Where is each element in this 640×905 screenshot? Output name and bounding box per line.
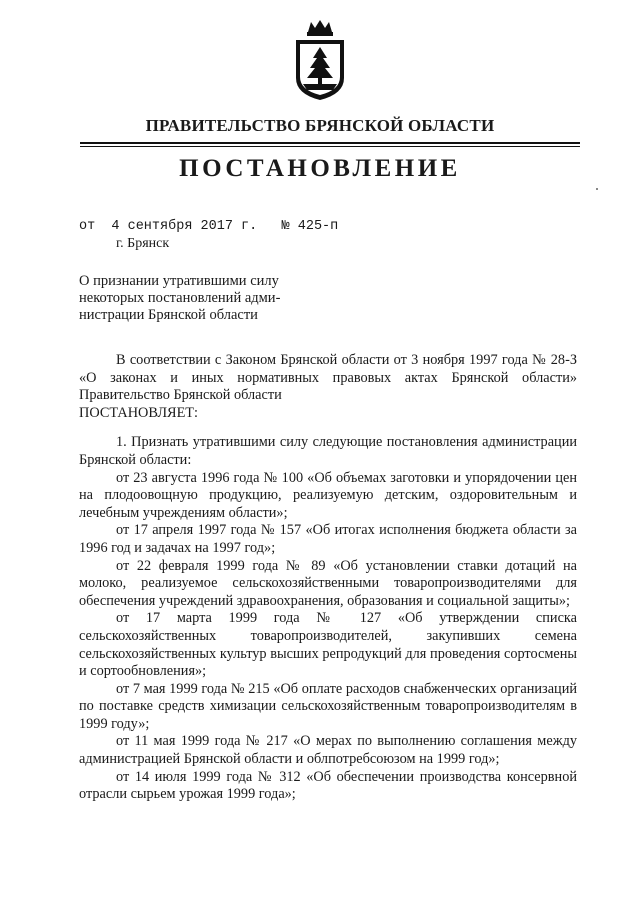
header-rule-thin — [80, 146, 580, 147]
scan-dot — [596, 188, 598, 190]
subject-line: некоторых постановлений адми- — [79, 290, 281, 306]
document-date: 4 сентября 2017 г. — [111, 219, 258, 234]
resolves-heading: ПОСТАНОВЛЯЕТ: — [79, 404, 199, 421]
document-body — [79, 352, 577, 804]
repealed-entry: от 17 марта 1999 года № 127 «Об утверждении списка сельскохозяйственных товаропроизводителей, закупивших семена сельскохозяйственных культур высших репродукций для проведения сортосмены и сортообновления»; — [79, 610, 577, 680]
repealed-entry: от 7 мая 1999 года № 215 «Об оплате расходов снабженческих организаций по поставке средств химизации сельскохозяйственным товаропроизводителям в 1999 году»; — [79, 680, 577, 732]
document-city: г. Брянск — [116, 236, 170, 251]
document-number: № 425-п — [281, 219, 339, 234]
header-rule-thick — [80, 142, 580, 144]
repealed-entry: от 14 июля 1999 года № 312 «Об обеспечении производства консервной отрасли сырьем урожая 1999 года»; — [79, 768, 577, 803]
coat-of-arms-icon — [291, 18, 349, 102]
preamble-paragraph: В соответствии с Законом Брянской области от 3 ноября 1997 года № 28-З «О законах и иных нормативных правовых актах Брянской области» Правительство Брянской области — [79, 352, 577, 404]
date-prefix: от — [79, 219, 96, 234]
document-subject — [79, 273, 280, 324]
subject-line: О признании утратившими силу — [79, 273, 279, 289]
document-type-title: ПОСТАНОВЛЕНИЕ — [179, 155, 461, 182]
repealed-entry: от 22 февраля 1999 года № 89 «Об установлении ставки дотаций на молоко, реализуемое сельскохозяйственными товаропроизводителями для обеспечения учреждений здравоохранения, образования и социальной защиты»; — [79, 557, 577, 609]
date-number-line — [79, 219, 338, 234]
subject-line: нистрации Брянской области — [79, 307, 258, 323]
repealed-entry: от 23 августа 1996 года № 100 «Об объемах заготовки и упорядочении цен на плодоовощную продукцию, реализуемую детским, оздоровительным и лечебным учреждениям области»; — [79, 469, 577, 521]
item-1-paragraph: 1. Признать утратившими силу следующие постановления администрации Брянской области: — [79, 434, 577, 468]
repealed-entry: от 11 мая 1999 года № 217 «О мерах по выполнению соглашения между администрацией Брянской области и облпотребсоюзом на 1999 год»; — [79, 733, 577, 768]
repealed-entry: от 17 апреля 1997 года № 157 «Об итогах исполнения бюджета области за 1996 год и задачах на 1997 год»; — [79, 522, 577, 556]
organization-name: ПРАВИТЕЛЬСТВО БРЯНСКОЙ ОБЛАСТИ — [145, 116, 495, 135]
